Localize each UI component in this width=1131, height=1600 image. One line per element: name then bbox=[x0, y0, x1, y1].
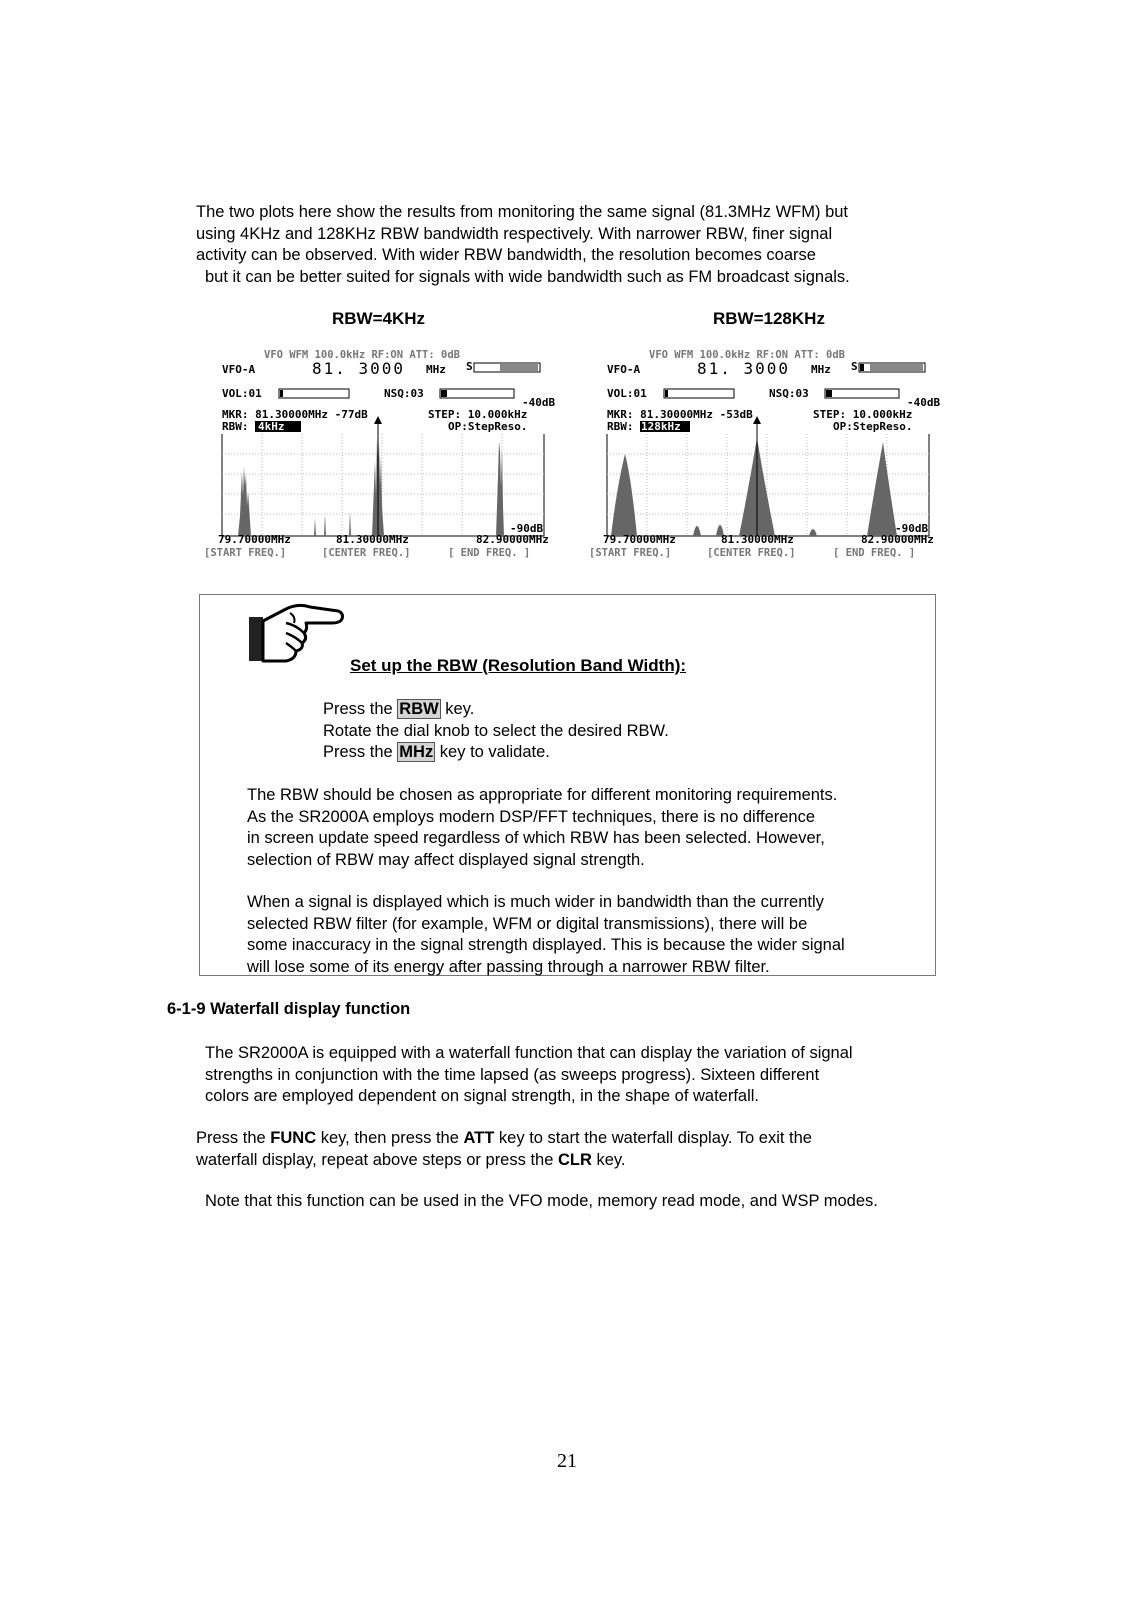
vol-bar-fill bbox=[665, 390, 668, 397]
rbw-steps bbox=[323, 699, 669, 764]
paragraph-line: The SR2000A is equipped with a waterfall function that can display the variation of signal bbox=[205, 1044, 853, 1062]
top-db-label: -40dB bbox=[907, 396, 941, 409]
clr-key: CLR bbox=[557, 1150, 592, 1169]
step-text: Press the bbox=[323, 743, 398, 761]
op-readout: OP:StepReso. bbox=[448, 420, 528, 433]
spectrum-graph bbox=[222, 416, 544, 536]
marker-triangle bbox=[753, 416, 761, 424]
end-freq: 82.90000MHz bbox=[476, 533, 549, 546]
step-press-rbw bbox=[323, 699, 669, 721]
signal-peak bbox=[611, 454, 637, 536]
center-freq-softkey[interactable]: [CENTER FREQ.] bbox=[707, 547, 796, 559]
vfo-label: VFO-A bbox=[222, 363, 256, 376]
s-meter-fill-dark bbox=[860, 364, 864, 371]
frequency-unit: MHz bbox=[426, 363, 446, 376]
mode-line: VFO WFM 100.0kHz RF:ON ATT: 0dB bbox=[264, 349, 460, 361]
marker-readout: MKR: 81.30000MHz -53dB bbox=[607, 408, 753, 421]
spectrum-graph bbox=[607, 416, 929, 536]
end-freq: 82.90000MHz bbox=[861, 533, 934, 546]
step-text: key to validate. bbox=[435, 743, 550, 761]
center-freq: 81.30000MHz bbox=[721, 533, 794, 546]
top-db-label: -40dB bbox=[522, 396, 556, 409]
vol-bar-fill bbox=[280, 390, 283, 397]
frequency-unit: MHz bbox=[811, 363, 831, 376]
graph-grid bbox=[222, 434, 544, 536]
func-key: FUNC bbox=[270, 1129, 317, 1147]
text: key to start the waterfall display. To exit the bbox=[494, 1129, 812, 1147]
center-freq-softkey[interactable]: [CENTER FREQ.] bbox=[322, 547, 411, 559]
center-freq: 81.30000MHz bbox=[336, 533, 409, 546]
paragraph-line bbox=[196, 1150, 812, 1172]
mode-line: VFO WFM 100.0kHz RF:ON ATT: 0dB bbox=[649, 349, 845, 361]
start-freq-softkey[interactable]: [START FREQ.] bbox=[589, 547, 672, 559]
paragraph-line: selection of RBW may affect displayed signal strength. bbox=[247, 850, 645, 869]
s-meter-fill bbox=[500, 364, 538, 371]
plot-title-4khz: RBW=4KHz bbox=[332, 309, 426, 328]
att-key: ATT bbox=[463, 1129, 495, 1147]
frequency-display: 81. 3000 bbox=[697, 359, 791, 378]
spectrum-screen-128khz bbox=[589, 346, 957, 576]
waterfall-heading: 6-1-9 Waterfall display function bbox=[167, 1000, 411, 1018]
rbw-paragraph-1 bbox=[247, 785, 837, 871]
nsq-bar-fill bbox=[441, 390, 447, 397]
bottom-db-label: -90dB bbox=[895, 522, 929, 535]
paragraph-line: some inaccuracy in the signal strength displayed. This is because the wider signal bbox=[247, 936, 845, 954]
rbw-label: RBW: bbox=[607, 420, 634, 433]
vol-label: VOL:01 bbox=[222, 387, 262, 400]
frequency-display: 81. 3000 bbox=[312, 359, 406, 378]
bottom-db-label: -90dB bbox=[510, 522, 544, 535]
spectrum-screen-4khz bbox=[204, 346, 572, 576]
text: key, then press the bbox=[316, 1129, 464, 1147]
waterfall-paragraph-2 bbox=[196, 1128, 812, 1171]
signal-peak bbox=[867, 442, 897, 536]
nsq-label: NSQ:03 bbox=[769, 387, 809, 400]
signal-spur bbox=[809, 529, 817, 536]
paragraph-line: When a signal is displayed which is much wider in bandwidth than the currently bbox=[247, 893, 824, 911]
step-readout: STEP: 10.000kHz bbox=[428, 408, 528, 421]
mhz-key: MHz bbox=[399, 743, 434, 761]
intro-line: The two plots here show the results from monitoring the same signal (81.3MHz WFM) but bbox=[196, 203, 848, 221]
nsq-bar bbox=[825, 389, 899, 398]
start-freq: 79.70000MHz bbox=[218, 533, 291, 546]
rbw-value: 4kHz bbox=[258, 420, 285, 433]
text: Press the bbox=[196, 1129, 271, 1147]
nsq-label: NSQ:03 bbox=[384, 387, 424, 400]
marker-readout: MKR: 81.30000MHz -77dB bbox=[222, 408, 368, 421]
start-freq-softkey[interactable]: [START FREQ.] bbox=[204, 547, 287, 559]
page-number: 21 bbox=[557, 1450, 577, 1472]
op-readout: OP:StepReso. bbox=[833, 420, 913, 433]
paragraph-line: colors are employed dependent on signal strength, in the shape of waterfall. bbox=[205, 1087, 760, 1105]
marker-triangle bbox=[374, 416, 382, 424]
s-meter-label: S bbox=[466, 360, 473, 373]
step-press-mhz bbox=[323, 742, 669, 764]
step-rotate-dial: Rotate the dial knob to select the desired RBW. bbox=[323, 721, 669, 740]
intro-paragraph bbox=[196, 202, 850, 288]
intro-line: but it can be better suited for signals with wide bandwidth such as FM broadcast signals. bbox=[205, 267, 850, 286]
text: key. bbox=[591, 1150, 626, 1169]
vol-label: VOL:01 bbox=[607, 387, 647, 400]
vol-bar bbox=[279, 389, 349, 398]
text: waterfall display, repeat above steps or press the bbox=[196, 1150, 558, 1169]
step-readout: STEP: 10.000kHz bbox=[813, 408, 913, 421]
plot-title-128khz: RBW=128KHz bbox=[713, 309, 825, 328]
end-freq-softkey[interactable]: [ END FREQ. ] bbox=[448, 547, 531, 559]
pointing-hand-icon bbox=[246, 599, 346, 667]
vfo-label: VFO-A bbox=[607, 363, 641, 376]
paragraph-line: selected RBW filter (for example, WFM or digital transmissions), there will be bbox=[247, 914, 808, 933]
rbw-heading: Set up the RBW (Resolution Band Width): bbox=[350, 656, 687, 675]
cuff bbox=[249, 617, 263, 661]
paragraph-line: will lose some of its energy after passing through a narrower RBW filter. bbox=[247, 957, 770, 976]
step-text: Press the bbox=[323, 700, 398, 718]
waterfall-paragraph-1 bbox=[205, 1043, 853, 1108]
end-freq-softkey[interactable]: [ END FREQ. ] bbox=[833, 547, 916, 559]
step-text: key. bbox=[440, 700, 475, 718]
start-freq: 79.70000MHz bbox=[603, 533, 676, 546]
signal-spurs bbox=[693, 525, 724, 536]
rbw-key: RBW bbox=[399, 700, 439, 718]
signal-peak bbox=[496, 441, 504, 536]
paragraph-line bbox=[196, 1128, 812, 1150]
graph-frame bbox=[222, 434, 544, 536]
rbw-label: RBW: bbox=[222, 420, 249, 433]
waterfall-note: Note that this function can be used in the VFO mode, memory read mode, and WSP modes. bbox=[205, 1192, 878, 1210]
s-meter-fill bbox=[870, 364, 923, 371]
paragraph-line: strengths in conjunction with the time lapsed (as sweeps progress). Sixteen different bbox=[205, 1065, 820, 1084]
signal-peak bbox=[238, 466, 251, 536]
intro-line: activity can be observed. With wider RBW bandwidth, the resolution becomes coarse bbox=[196, 246, 816, 264]
s-meter-label: S bbox=[851, 360, 858, 373]
intro-line: using 4KHz and 128KHz RBW bandwidth respectively. With narrower RBW, finer signal bbox=[196, 224, 833, 243]
rbw-paragraph-2 bbox=[247, 892, 845, 978]
vol-bar bbox=[664, 389, 734, 398]
paragraph-line: As the SR2000A employs modern DSP/FFT techniques, there is no difference bbox=[247, 807, 816, 826]
paragraph-line: The RBW should be chosen as appropriate for different monitoring requirements. bbox=[247, 786, 838, 804]
nsq-bar bbox=[440, 389, 514, 398]
nsq-bar-fill bbox=[826, 390, 832, 397]
rbw-value: 128kHz bbox=[641, 420, 681, 433]
paragraph-line: in screen update speed regardless of which RBW has been selected. However, bbox=[247, 829, 825, 847]
